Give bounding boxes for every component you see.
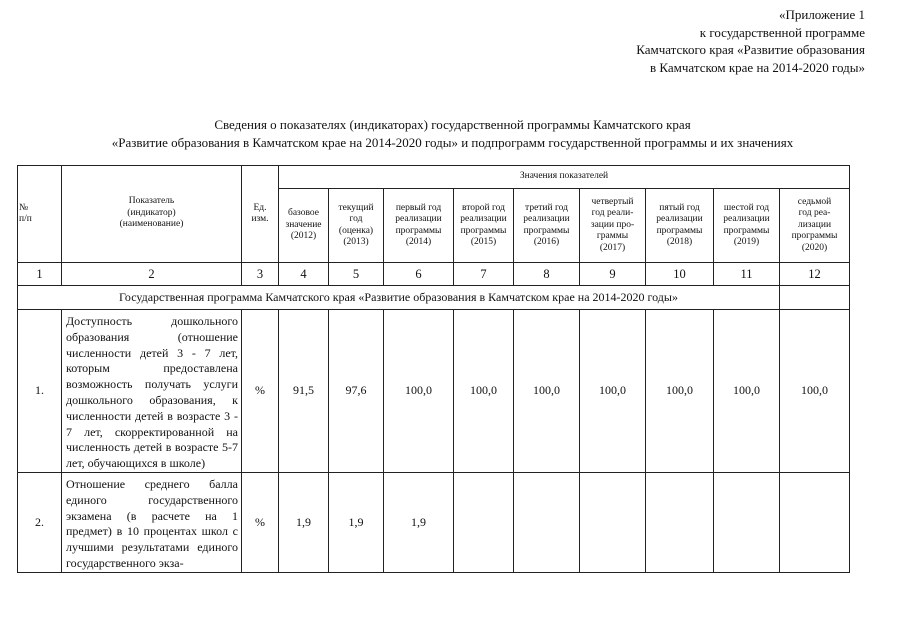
row-value-2018: 100,0 bbox=[646, 310, 714, 473]
row-num: 2. bbox=[18, 472, 62, 572]
header-indicator-label: Показатель (индикатор) (наименование) bbox=[119, 196, 184, 229]
header-unit-label: Ед. изм. bbox=[251, 202, 269, 224]
row-value-2017 bbox=[580, 472, 646, 572]
table-row bbox=[18, 310, 850, 473]
row-value-2020 bbox=[780, 472, 850, 572]
appendix-line: к государственной программе bbox=[699, 24, 865, 40]
header-year-2013: текущий год (оценка) (2013) bbox=[329, 189, 384, 263]
col-number: 11 bbox=[714, 263, 780, 286]
col-number: 1 bbox=[18, 263, 62, 286]
col-number: 7 bbox=[454, 263, 514, 286]
row-value-2014: 100,0 bbox=[384, 310, 454, 473]
row-value-2012: 1,9 bbox=[279, 472, 329, 572]
header-year-2019: шестой год реализации программы (2019) bbox=[714, 189, 780, 263]
section-empty-cell bbox=[780, 286, 850, 310]
title-line-1: Сведения о показателях (индикаторах) государственной программы Камчатского края bbox=[214, 117, 691, 132]
row-indicator: Доступность дошкольного образования (отношение численности детей 3 - 7 лет, которым предоставлена возможность получать услуги дошкольного образования, к численности детей в возрасте 3 - 7 лет, скорректированной на численность детей в возрасте 5-7 лет, обучающихся в школе) bbox=[62, 310, 242, 473]
header-year-2017: четвертый год реали- зации про- граммы (2017) bbox=[580, 189, 646, 263]
header-year-2018: пятый год реализации программы (2018) bbox=[646, 189, 714, 263]
row-value-2016 bbox=[514, 472, 580, 572]
header-indicator bbox=[62, 166, 242, 263]
header-year-2016: третий год реализации программы (2016) bbox=[514, 189, 580, 263]
appendix-note bbox=[636, 6, 865, 76]
column-numbers-row bbox=[18, 263, 850, 286]
row-value-2017: 100,0 bbox=[580, 310, 646, 473]
col-number: 6 bbox=[384, 263, 454, 286]
header-year-2015: второй год реализации программы (2015) bbox=[454, 189, 514, 263]
header-year-2020: седьмой год реа- лизации программы (2020) bbox=[780, 189, 850, 263]
header-year-2012: базовое значение (2012) bbox=[279, 189, 329, 263]
section-title: Государственная программа Камчатского края «Развитие образования в Камчатском крае на 2014-2020 годы» bbox=[18, 286, 780, 310]
row-value-2015 bbox=[454, 472, 514, 572]
col-number: 12 bbox=[780, 263, 850, 286]
row-value-2013: 97,6 bbox=[329, 310, 384, 473]
header-num bbox=[18, 166, 62, 263]
appendix-line: в Камчатском крае на 2014-2020 годы» bbox=[650, 59, 865, 75]
row-indicator: Отношение среднего балла единого государственного экзамена (в расчете на 1 предмет) в 10 процентах школ с лучшими результатами единого государственного экза- bbox=[62, 472, 242, 572]
row-value-2014: 1,9 bbox=[384, 472, 454, 572]
row-value-2020: 100,0 bbox=[780, 310, 850, 473]
row-value-2013: 1,9 bbox=[329, 472, 384, 572]
row-value-2016: 100,0 bbox=[514, 310, 580, 473]
row-value-2019: 100,0 bbox=[714, 310, 780, 473]
header-num-label: № п/п bbox=[19, 202, 32, 224]
col-number: 8 bbox=[514, 263, 580, 286]
col-number: 4 bbox=[279, 263, 329, 286]
row-value-2012: 91,5 bbox=[279, 310, 329, 473]
col-number: 9 bbox=[580, 263, 646, 286]
table-row bbox=[18, 472, 850, 572]
appendix-line: «Приложение 1 bbox=[778, 7, 865, 22]
document-title bbox=[0, 116, 905, 152]
indicators-table bbox=[17, 165, 850, 573]
row-unit: % bbox=[242, 472, 279, 572]
col-number: 5 bbox=[329, 263, 384, 286]
section-row bbox=[18, 286, 850, 310]
header-year-2014: первый год реализации программы (2014) bbox=[384, 189, 454, 263]
row-value-2019 bbox=[714, 472, 780, 572]
header-unit bbox=[242, 166, 279, 263]
col-number: 2 bbox=[62, 263, 242, 286]
col-number: 10 bbox=[646, 263, 714, 286]
row-unit: % bbox=[242, 310, 279, 473]
row-num: 1. bbox=[18, 310, 62, 473]
header-row-top bbox=[18, 166, 850, 189]
row-value-2015: 100,0 bbox=[454, 310, 514, 473]
title-line-2: «Развитие образования в Камчатском крае на 2014-2020 годы» и подпрограмм государственной программы и их значениях bbox=[111, 135, 794, 150]
col-number: 3 bbox=[242, 263, 279, 286]
appendix-line: Камчатского края «Развитие образования bbox=[636, 42, 865, 57]
header-values-group: Значения показателей bbox=[279, 166, 850, 189]
row-value-2018 bbox=[646, 472, 714, 572]
